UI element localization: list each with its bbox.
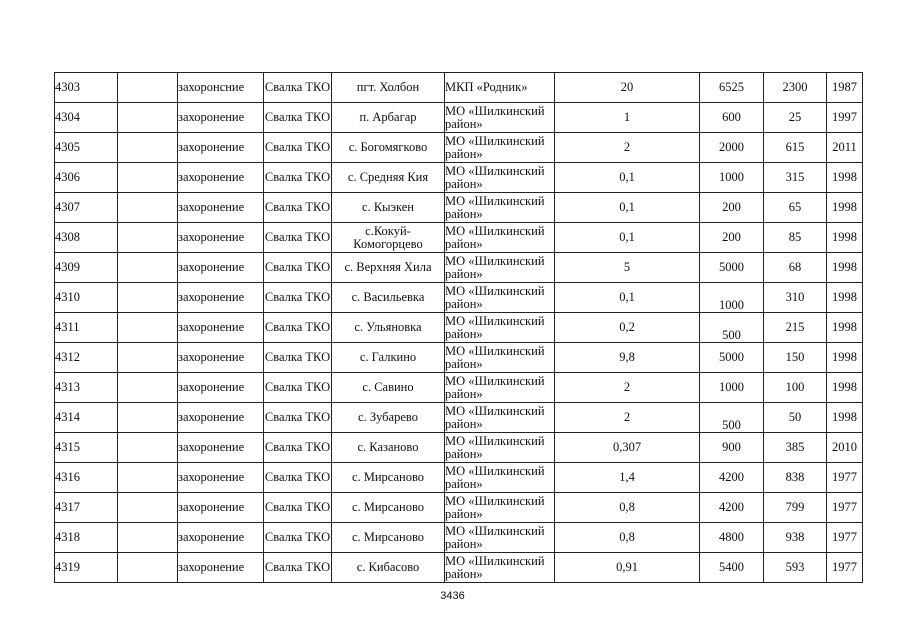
row-id: 4319	[55, 553, 118, 583]
row-id: 4315	[55, 433, 118, 463]
row-owner: МО «Шилкинский район»	[445, 223, 555, 253]
row-area: 20	[555, 73, 700, 103]
row-location: п. Арбагар	[332, 103, 445, 133]
row-operation: захоронение	[178, 103, 264, 133]
row-volume: 1000	[700, 283, 764, 313]
row-owner: МО «Шилкинский район»	[445, 313, 555, 343]
row-mass: 215	[764, 313, 827, 343]
row-mass: 50	[764, 403, 827, 433]
table-row	[55, 403, 863, 433]
row-object-type: Свалка ТКО	[264, 133, 332, 163]
row-id: 4313	[55, 373, 118, 403]
row-blank-cell	[118, 163, 178, 193]
row-owner: МО «Шилкинский район»	[445, 253, 555, 283]
row-location: с. Савино	[332, 373, 445, 403]
table-row	[55, 223, 863, 253]
row-volume: 200	[700, 193, 764, 223]
row-year: 1998	[827, 163, 863, 193]
page-number: 3436	[440, 590, 465, 602]
row-id: 4307	[55, 193, 118, 223]
row-owner: МО «Шилкинский район»	[445, 103, 555, 133]
row-id: 4317	[55, 493, 118, 523]
row-owner: МО «Шилкинский район»	[445, 433, 555, 463]
row-mass: 100	[764, 373, 827, 403]
row-mass: 938	[764, 523, 827, 553]
row-location: с.Кокуй-Комогорцево	[332, 223, 445, 253]
row-blank-cell	[118, 343, 178, 373]
row-volume: 900	[700, 433, 764, 463]
row-id: 4311	[55, 313, 118, 343]
row-volume: 1000	[700, 163, 764, 193]
row-volume: 4800	[700, 523, 764, 553]
row-blank-cell	[118, 253, 178, 283]
row-operation: захоронение	[178, 433, 264, 463]
row-year: 2011	[827, 133, 863, 163]
table-row	[55, 103, 863, 133]
table-row	[55, 553, 863, 583]
row-year: 1977	[827, 463, 863, 493]
row-owner: МО «Шилкинский район»	[445, 553, 555, 583]
row-mass: 85	[764, 223, 827, 253]
row-mass: 310	[764, 283, 827, 313]
row-id: 4306	[55, 163, 118, 193]
row-id: 4312	[55, 343, 118, 373]
table-row	[55, 193, 863, 223]
row-object-type: Свалка ТКО	[264, 253, 332, 283]
table-row	[55, 343, 863, 373]
table-row	[55, 133, 863, 163]
row-object-type: Свалка ТКО	[264, 463, 332, 493]
row-mass: 68	[764, 253, 827, 283]
row-blank-cell	[118, 313, 178, 343]
row-location: с. Богомягково	[332, 133, 445, 163]
row-owner: МО «Шилкинский район»	[445, 493, 555, 523]
row-object-type: Свалка ТКО	[264, 433, 332, 463]
row-object-type: Свалка ТКО	[264, 313, 332, 343]
row-id: 4305	[55, 133, 118, 163]
row-blank-cell	[118, 523, 178, 553]
row-operation: захоронение	[178, 553, 264, 583]
registry-table	[54, 72, 863, 583]
row-area: 0,1	[555, 283, 700, 313]
row-owner: МО «Шилкинский район»	[445, 283, 555, 313]
row-area: 0,8	[555, 493, 700, 523]
table-row	[55, 253, 863, 283]
row-operation: захоронение	[178, 133, 264, 163]
row-year: 1998	[827, 343, 863, 373]
row-owner: МО «Шилкинский район»	[445, 523, 555, 553]
row-area: 0,91	[555, 553, 700, 583]
row-volume: 5000	[700, 343, 764, 373]
row-year: 1977	[827, 493, 863, 523]
row-object-type: Свалка ТКО	[264, 103, 332, 133]
row-blank-cell	[118, 493, 178, 523]
table-row	[55, 523, 863, 553]
row-year: 1998	[827, 223, 863, 253]
row-volume: 4200	[700, 463, 764, 493]
row-object-type: Свалка ТКО	[264, 493, 332, 523]
row-blank-cell	[118, 223, 178, 253]
table-row	[55, 313, 863, 343]
row-operation: захоронение	[178, 403, 264, 433]
row-mass: 150	[764, 343, 827, 373]
row-blank-cell	[118, 463, 178, 493]
row-id: 4318	[55, 523, 118, 553]
row-year: 1998	[827, 373, 863, 403]
row-volume: 2000	[700, 133, 764, 163]
row-volume: 500	[700, 313, 764, 343]
row-object-type: Свалка ТКО	[264, 373, 332, 403]
row-area: 0,2	[555, 313, 700, 343]
row-year: 1998	[827, 313, 863, 343]
row-location: с. Галкино	[332, 343, 445, 373]
row-id: 4314	[55, 403, 118, 433]
row-volume: 1000	[700, 373, 764, 403]
row-mass: 25	[764, 103, 827, 133]
row-blank-cell	[118, 133, 178, 163]
row-object-type: Свалка ТКО	[264, 73, 332, 103]
row-id: 4309	[55, 253, 118, 283]
row-area: 2	[555, 403, 700, 433]
row-area: 2	[555, 373, 700, 403]
row-location: с. Васильевка	[332, 283, 445, 313]
row-mass: 838	[764, 463, 827, 493]
row-year: 1998	[827, 403, 863, 433]
row-area: 2	[555, 133, 700, 163]
table-row	[55, 73, 863, 103]
row-blank-cell	[118, 193, 178, 223]
row-operation: захоронение	[178, 163, 264, 193]
row-owner: МО «Шилкинский район»	[445, 133, 555, 163]
row-object-type: Свалка ТКО	[264, 283, 332, 313]
row-operation: захоронение	[178, 493, 264, 523]
row-owner: МО «Шилкинский район»	[445, 163, 555, 193]
row-id: 4303	[55, 73, 118, 103]
row-object-type: Свалка ТКО	[264, 193, 332, 223]
row-location: с. Зубарево	[332, 403, 445, 433]
row-location: с. Средняя Кия	[332, 163, 445, 193]
row-location: с. Мирсаново	[332, 463, 445, 493]
row-operation: захоронение	[178, 373, 264, 403]
row-owner: МКП «Родник»	[445, 73, 555, 103]
row-mass: 65	[764, 193, 827, 223]
row-operation: захоронсние	[178, 73, 264, 103]
row-id: 4308	[55, 223, 118, 253]
row-location: пгт. Холбон	[332, 73, 445, 103]
row-blank-cell	[118, 403, 178, 433]
row-object-type: Свалка ТКО	[264, 523, 332, 553]
row-area: 9,8	[555, 343, 700, 373]
row-year: 1997	[827, 103, 863, 133]
row-blank-cell	[118, 103, 178, 133]
row-volume: 600	[700, 103, 764, 133]
row-location: с. Кибасово	[332, 553, 445, 583]
row-year: 1977	[827, 553, 863, 583]
row-area: 0,1	[555, 223, 700, 253]
row-object-type: Свалка ТКО	[264, 223, 332, 253]
row-id: 4316	[55, 463, 118, 493]
row-owner: МО «Шилкинский район»	[445, 193, 555, 223]
table-row	[55, 373, 863, 403]
row-operation: захоронение	[178, 223, 264, 253]
row-location: с. Мирсаново	[332, 493, 445, 523]
row-area: 1,4	[555, 463, 700, 493]
row-location: с. Ульяновка	[332, 313, 445, 343]
row-operation: захоронение	[178, 463, 264, 493]
row-mass: 315	[764, 163, 827, 193]
row-area: 1	[555, 103, 700, 133]
row-object-type: Свалка ТКО	[264, 403, 332, 433]
row-blank-cell	[118, 553, 178, 583]
row-area: 0,1	[555, 163, 700, 193]
row-mass: 799	[764, 493, 827, 523]
row-operation: захоронение	[178, 253, 264, 283]
row-volume: 200	[700, 223, 764, 253]
table-body	[55, 73, 863, 583]
row-location: с. Мирсаново	[332, 523, 445, 553]
row-mass: 385	[764, 433, 827, 463]
row-owner: МО «Шилкинский район»	[445, 463, 555, 493]
row-mass: 615	[764, 133, 827, 163]
row-blank-cell	[118, 433, 178, 463]
row-owner: МО «Шилкинский район»	[445, 373, 555, 403]
row-volume: 4200	[700, 493, 764, 523]
row-area: 0,1	[555, 193, 700, 223]
table-row	[55, 433, 863, 463]
row-operation: захоронение	[178, 313, 264, 343]
row-operation: захоронение	[178, 283, 264, 313]
row-year: 1987	[827, 73, 863, 103]
row-year: 1998	[827, 283, 863, 313]
row-object-type: Свалка ТКО	[264, 163, 332, 193]
row-area: 0,307	[555, 433, 700, 463]
row-area: 5	[555, 253, 700, 283]
row-volume: 500	[700, 403, 764, 433]
row-blank-cell	[118, 73, 178, 103]
table-row	[55, 163, 863, 193]
row-mass: 593	[764, 553, 827, 583]
row-owner: МО «Шилкинский район»	[445, 403, 555, 433]
table-row	[55, 493, 863, 523]
row-operation: захоронение	[178, 193, 264, 223]
row-location: с. Верхняя Хила	[332, 253, 445, 283]
row-id: 4310	[55, 283, 118, 313]
row-object-type: Свалка ТКО	[264, 343, 332, 373]
row-year: 1998	[827, 193, 863, 223]
row-volume: 6525	[700, 73, 764, 103]
table-row	[55, 463, 863, 493]
row-id: 4304	[55, 103, 118, 133]
table-row	[55, 283, 863, 313]
row-location: с. Казаново	[332, 433, 445, 463]
row-blank-cell	[118, 373, 178, 403]
row-object-type: Свалка ТКО	[264, 553, 332, 583]
row-area: 0,8	[555, 523, 700, 553]
row-location: с. Кыэкен	[332, 193, 445, 223]
row-volume: 5400	[700, 553, 764, 583]
row-owner: МО «Шилкинский район»	[445, 343, 555, 373]
row-year: 1998	[827, 253, 863, 283]
row-year: 2010	[827, 433, 863, 463]
row-year: 1977	[827, 523, 863, 553]
row-volume: 5000	[700, 253, 764, 283]
row-blank-cell	[118, 283, 178, 313]
row-operation: захоронение	[178, 343, 264, 373]
row-operation: захоронение	[178, 523, 264, 553]
row-mass: 2300	[764, 73, 827, 103]
